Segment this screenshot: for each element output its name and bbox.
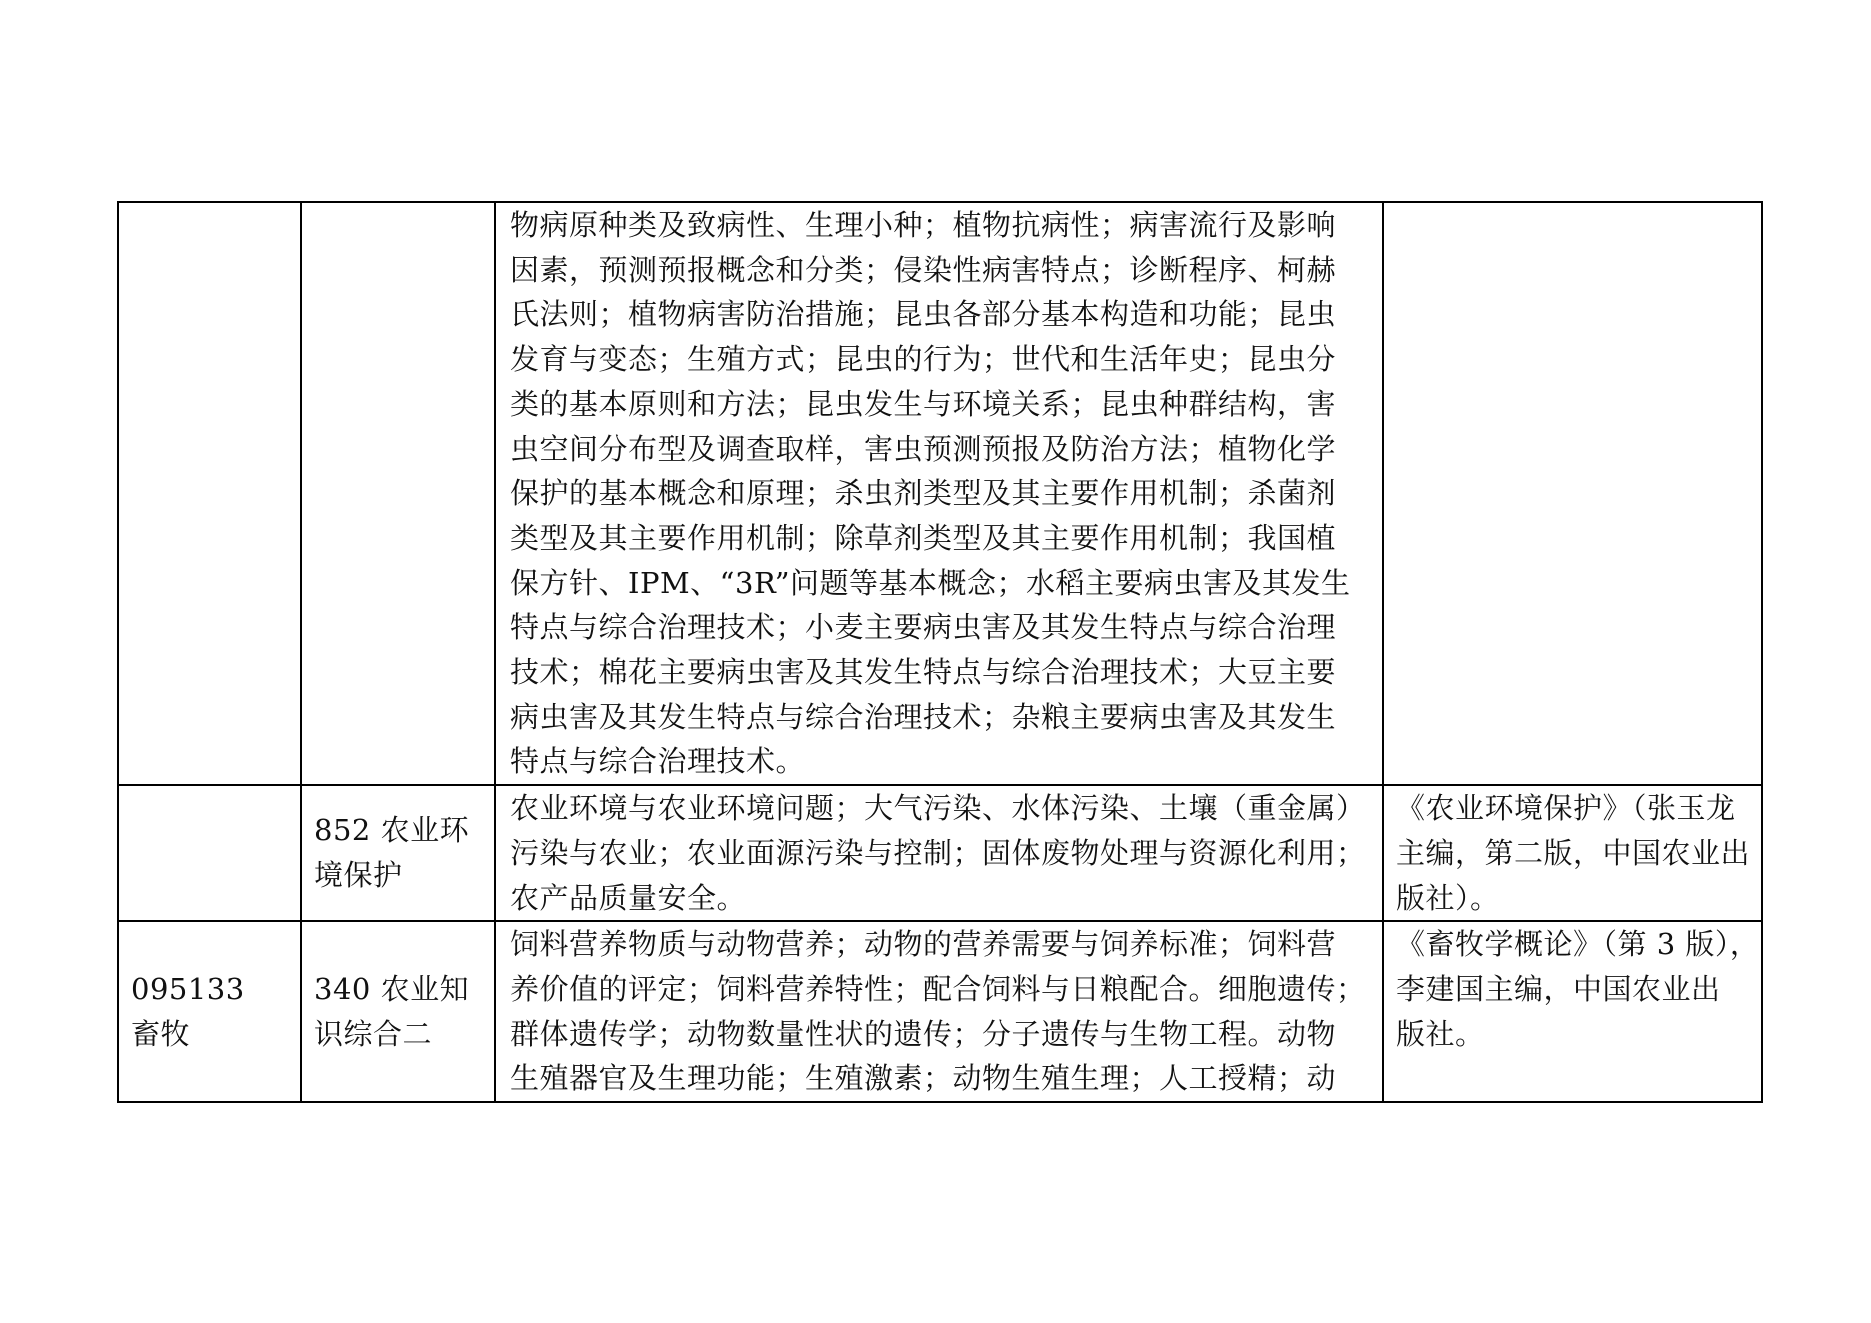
exam-subject-cell (301, 785, 495, 921)
major-code-cell (118, 921, 301, 1102)
subject-line: 境保护 (314, 858, 403, 893)
content-line: 保护的基本概念和原理；杀虫剂类型及其主要作用机制；杀菌剂 (510, 476, 1337, 511)
exam-content-cell (495, 921, 1383, 1102)
content-line: 特点与综合治理技术。 (510, 744, 806, 779)
reference-books-cell (1383, 202, 1762, 785)
major-code-cell (118, 785, 301, 921)
major-name-line: 畜牧 (131, 1016, 191, 1051)
content-line: 饲料营养物质与动物营养；动物的营养需要与饲养标准；饲料营 (510, 927, 1337, 962)
content-line: 类型及其主要作用机制；除草剂类型及其主要作用机制；我国植 (510, 520, 1337, 555)
content-line: 物病原种类及致病性、生理小种；植物抗病性；病害流行及影响 (510, 208, 1337, 242)
content-line: 因素，预测预报概念和分类；侵染性病害特点；诊断程序、柯赫 (510, 252, 1337, 287)
content-line: 发育与变态；生殖方式；昆虫的行为；世代和生活年史；昆虫分 (510, 342, 1337, 377)
reference-line: 版社。 (1396, 1016, 1485, 1051)
reference-line: 版社）。 (1396, 880, 1500, 915)
reference-line: 《农业环境保护》（张玉龙 (1396, 791, 1736, 826)
exam-content-cell (495, 785, 1383, 921)
content-line: 保方针、IPM、“3R”问题等基本概念；水稻主要病虫害及其发生 (510, 565, 1351, 600)
content-line: 特点与综合治理技术；小麦主要病虫害及其发生特点与综合治理 (510, 610, 1337, 645)
reference-line: 李建国主编，中国农业出 (1396, 971, 1721, 1006)
exam-subject-cell (301, 921, 495, 1102)
exam-content-cell (495, 202, 1383, 785)
exam-syllabus-table (117, 201, 1763, 1103)
content-line: 类的基本原则和方法；昆虫发生与环境关系；昆虫种群结构，害 (510, 386, 1337, 421)
content-line: 病虫害及其发生特点与综合治理技术；杂粮主要病虫害及其发生 (510, 699, 1337, 734)
table-row (118, 202, 1762, 785)
reference-line: 《畜牧学概论》（第 3 版）， (1396, 927, 1760, 962)
content-line: 技术；棉花主要病虫害及其发生特点与综合治理技术；大豆主要 (510, 655, 1337, 690)
content-line: 农业环境与农业环境问题；大气污染、水体污染、土壤（重金属） (510, 791, 1366, 826)
content-line: 虫空间分布型及调查取样，害虫预测预报及防治方法；植物化学 (510, 431, 1337, 466)
reference-line: 主编，第二版，中国农业出 (1396, 835, 1751, 870)
subject-line: 识综合二 (314, 1016, 433, 1051)
reference-books-cell (1383, 921, 1762, 1102)
subject-line: 340 农业知 (314, 971, 470, 1006)
content-line: 养价值的评定；饲料营养特性；配合饲料与日粮配合。细胞遗传； (510, 971, 1366, 1006)
content-line: 群体遗传学；动物数量性状的遗传；分子遗传与生物工程。动物 (510, 1016, 1337, 1051)
content-line: 农产品质量安全。 (510, 880, 747, 915)
major-code-cell (118, 202, 301, 785)
content-line: 氏法则；植物病害防治措施；昆虫各部分基本构造和功能；昆虫 (510, 297, 1337, 332)
table-row (118, 921, 1762, 1102)
reference-books-cell (1383, 785, 1762, 921)
content-line: 生殖器官及生理功能；生殖激素；动物生殖生理；人工授精；动 (510, 1061, 1337, 1096)
subject-line: 852 农业环 (314, 813, 470, 848)
content-line: 污染与农业；农业面源污染与控制；固体废物处理与资源化利用； (510, 835, 1366, 870)
table-row (118, 785, 1762, 921)
major-code-line: 095133 (131, 971, 245, 1006)
exam-subject-cell (301, 202, 495, 785)
